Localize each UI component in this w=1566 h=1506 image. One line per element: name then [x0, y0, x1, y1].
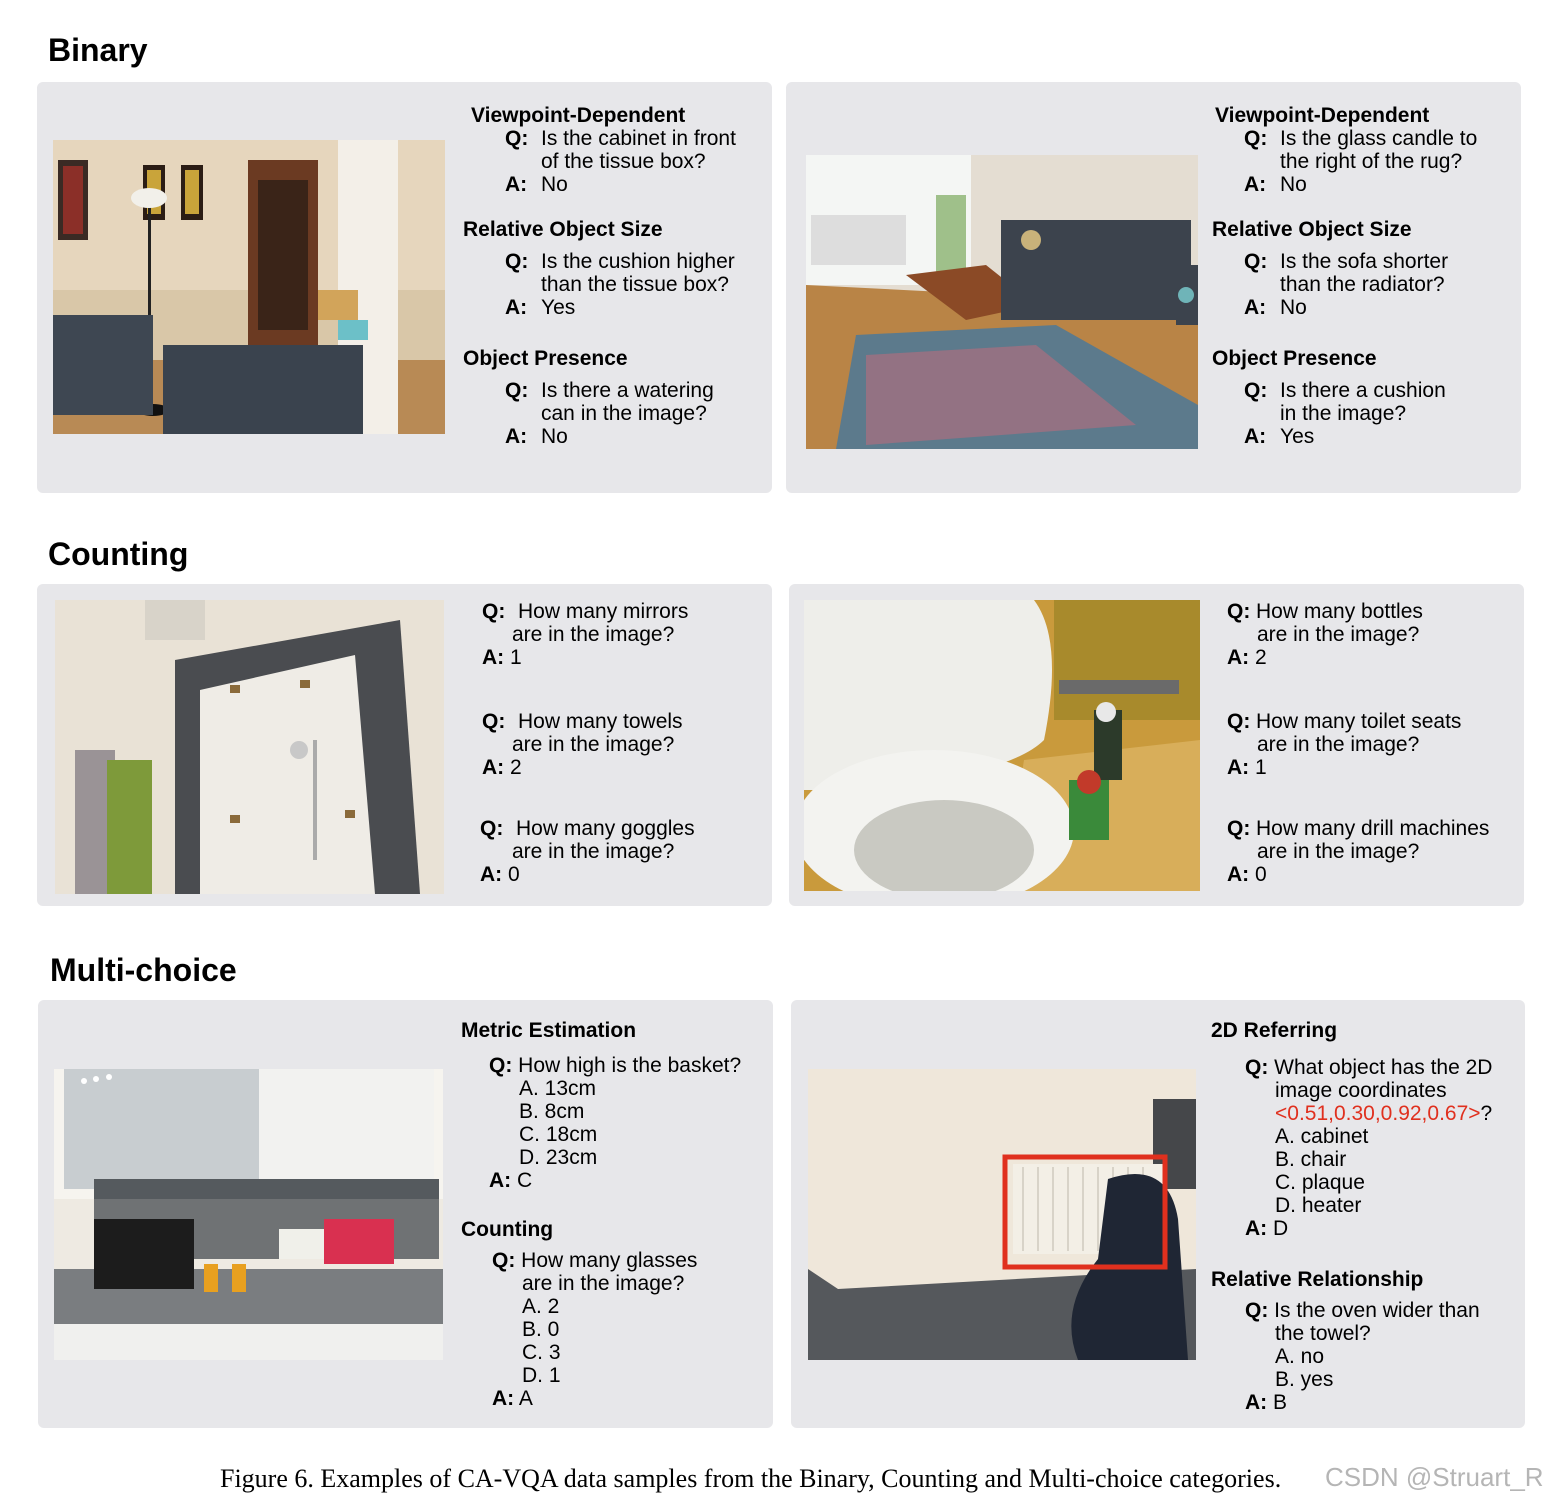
question-line: in the image? — [1280, 402, 1407, 425]
option: C. plaque — [1275, 1171, 1365, 1194]
a-label: A: — [1245, 1391, 1268, 1414]
a-label: A: — [489, 1169, 512, 1192]
a-label: A: — [1227, 863, 1250, 886]
a-label: A: — [1244, 425, 1267, 448]
answer: 0 — [508, 863, 520, 886]
option: A. no — [1275, 1345, 1325, 1368]
question-line: How high is the basket? — [518, 1054, 742, 1077]
multichoice-right-qa — [1211, 1019, 1521, 1414]
question-line: are in the image? — [512, 840, 675, 863]
question-line: are in the image? — [522, 1272, 685, 1295]
question-line: are in the image? — [512, 623, 675, 646]
a-label: A: — [1244, 173, 1267, 196]
living-room-photo — [53, 140, 445, 434]
question-line: How many bottles — [1256, 600, 1423, 623]
answer: 1 — [1255, 756, 1267, 779]
question-line: the right of the rug? — [1280, 150, 1463, 173]
answer: Yes — [541, 296, 576, 319]
category-label: Metric Estimation — [461, 1019, 637, 1042]
option: B. 0 — [522, 1318, 560, 1341]
question-line: How many drill machines — [1256, 817, 1490, 840]
question-line: the towel? — [1275, 1322, 1371, 1345]
sofa-room-photo — [806, 155, 1198, 449]
category-label: Viewpoint-Dependent — [471, 104, 686, 127]
bbox-coordinates: <0.51,0.30,0.92,0.67> — [1275, 1102, 1481, 1125]
q-label: Q: — [1245, 1299, 1269, 1322]
option: B. 8cm — [519, 1100, 585, 1123]
answer: No — [541, 173, 568, 196]
q-label: Q: — [1227, 710, 1251, 733]
q-label: Q: — [1244, 379, 1268, 402]
q-label: Q: — [482, 600, 506, 623]
question-line: How many glasses — [521, 1249, 698, 1272]
q-label: Q: — [482, 710, 506, 733]
question-line: How many toilet seats — [1256, 710, 1462, 733]
toilet-photo — [804, 600, 1200, 891]
category-label: Object Presence — [463, 347, 628, 370]
a-label: A: — [1227, 646, 1250, 669]
binary-left-qa — [463, 104, 763, 448]
section-title-counting: Counting — [48, 536, 189, 572]
question-line: Is the oven wider than — [1274, 1299, 1480, 1322]
a-label: A: — [482, 646, 505, 669]
question-line: of the tissue box? — [541, 150, 706, 173]
question-line: are in the image? — [1257, 840, 1420, 863]
question-line: are in the image? — [1257, 623, 1420, 646]
option: B. yes — [1275, 1368, 1334, 1391]
question-line: are in the image? — [1257, 733, 1420, 756]
option: D. 23cm — [519, 1146, 598, 1169]
category-label: Object Presence — [1212, 347, 1377, 370]
category-label: Counting — [461, 1218, 554, 1241]
binary-right-qa — [1212, 104, 1512, 448]
question-line: Is the cushion higher — [541, 250, 735, 273]
question-line: image coordinates — [1275, 1079, 1447, 1102]
answer: 1 — [510, 646, 522, 669]
question-line: What object has the 2D — [1274, 1056, 1493, 1079]
option: B. chair — [1275, 1148, 1347, 1171]
category-label: Relative Object Size — [1212, 218, 1412, 241]
question-mark: ? — [1480, 1102, 1493, 1125]
question-line: How many towels — [518, 710, 683, 733]
q-label: Q: — [1244, 250, 1268, 273]
q-label: Q: — [505, 379, 529, 402]
category-label: Relative Object Size — [463, 218, 663, 241]
kitchen-photo — [54, 1069, 443, 1360]
question-line: than the tissue box? — [541, 273, 729, 296]
a-label: A: — [1227, 756, 1250, 779]
radiator-photo — [808, 1069, 1196, 1360]
answer: A — [518, 1387, 533, 1410]
question-line: Is the sofa shorter — [1280, 250, 1449, 273]
question-line: Is there a cushion — [1280, 379, 1446, 402]
option: D. heater — [1275, 1194, 1362, 1217]
q-label: Q: — [489, 1054, 513, 1077]
q-label: Q: — [1227, 600, 1251, 623]
section-title-multichoice: Multi-choice — [50, 952, 237, 988]
option: C. 18cm — [519, 1123, 598, 1146]
answer: No — [541, 425, 568, 448]
counting-right-qa — [1227, 600, 1517, 886]
question-line: Is there a watering — [541, 379, 714, 402]
multichoice-left-qa — [461, 1019, 766, 1410]
option: D. 1 — [522, 1364, 561, 1387]
q-label: Q: — [505, 127, 529, 150]
question-line: are in the image? — [512, 733, 675, 756]
counting-left-qa — [482, 600, 762, 886]
option: C. 3 — [522, 1341, 561, 1364]
answer: 0 — [1255, 863, 1267, 886]
q-label: Q: — [492, 1249, 516, 1272]
question-line: How many mirrors — [518, 600, 689, 623]
question-line: Is the glass candle to — [1280, 127, 1478, 150]
option: A. 2 — [522, 1295, 560, 1318]
section-title-binary: Binary — [48, 32, 148, 68]
q-label: Q: — [1227, 817, 1251, 840]
a-label: A: — [482, 756, 505, 779]
answer: 2 — [510, 756, 522, 779]
watermark: CSDN @Struart_R — [1325, 1462, 1544, 1492]
answer: C — [517, 1169, 533, 1192]
a-label: A: — [480, 863, 503, 886]
a-label: A: — [505, 173, 528, 196]
q-label: Q: — [1244, 127, 1268, 150]
a-label: A: — [505, 425, 528, 448]
answer: B — [1273, 1391, 1288, 1414]
a-label: A: — [505, 296, 528, 319]
answer: No — [1280, 173, 1307, 196]
answer: Yes — [1280, 425, 1315, 448]
answer: No — [1280, 296, 1307, 319]
category-label: 2D Referring — [1211, 1019, 1338, 1042]
question-line: can in the image? — [541, 402, 707, 425]
option: A. cabinet — [1275, 1125, 1369, 1148]
answer: D — [1273, 1217, 1289, 1240]
bathroom-mirror-photo — [55, 600, 444, 894]
category-label: Relative Relationship — [1211, 1268, 1424, 1291]
category-label: Viewpoint-Dependent — [1215, 104, 1430, 127]
option: A. 13cm — [519, 1077, 597, 1100]
question-line: Is the cabinet in front — [541, 127, 736, 150]
a-label: A: — [1244, 296, 1267, 319]
figure-caption: Figure 6. Examples of CA-VQA data samples from the Binary, Counting and Multi-choice categories. — [220, 1464, 1282, 1493]
question-line: than the radiator? — [1280, 273, 1445, 296]
question-line: How many goggles — [516, 817, 695, 840]
a-label: A: — [1245, 1217, 1268, 1240]
q-label: Q: — [1245, 1056, 1269, 1079]
q-label: Q: — [505, 250, 529, 273]
answer: 2 — [1255, 646, 1267, 669]
q-label: Q: — [480, 817, 504, 840]
a-label: A: — [492, 1387, 515, 1410]
